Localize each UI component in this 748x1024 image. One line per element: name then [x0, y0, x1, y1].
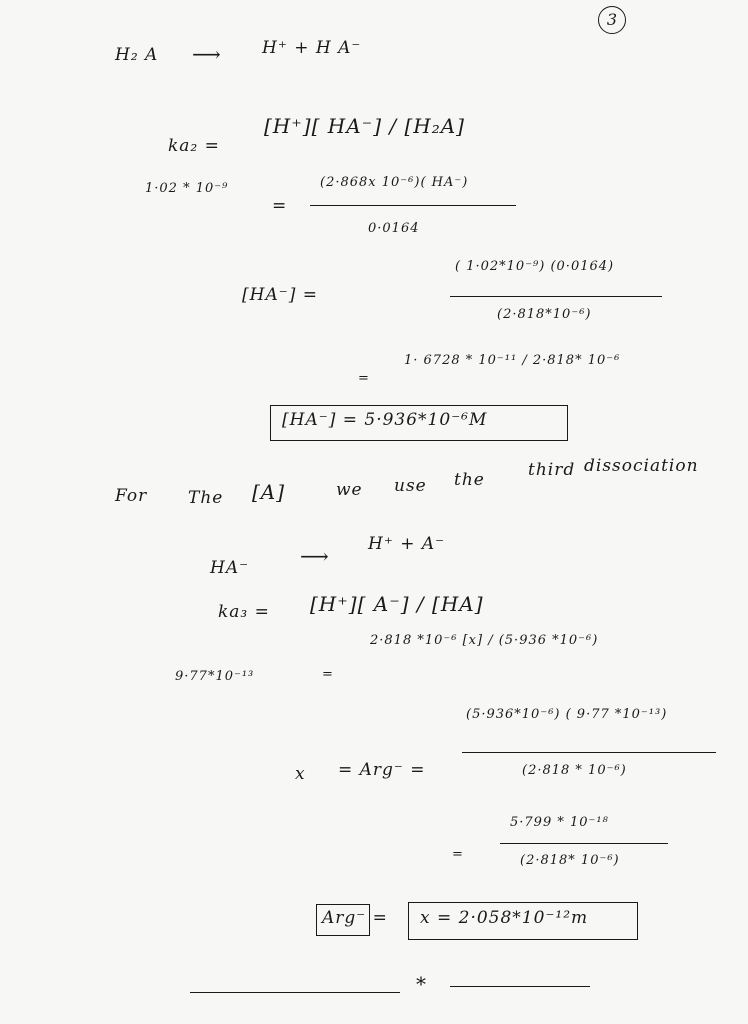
x2-denominator: (2·818* 10⁻⁶): [520, 853, 620, 868]
ka2-value: 1·02 * 10⁻⁹: [145, 181, 229, 196]
x-equals-arg: = Arg⁻ =: [338, 760, 426, 780]
word-dissociation: dissociation: [584, 456, 699, 476]
x2-equals: =: [452, 847, 464, 862]
ha-result: [HA⁻] = 5·936*10⁻⁶M: [282, 410, 488, 430]
word-use: use: [394, 476, 427, 496]
final-result: x = 2·058*10⁻¹²m: [420, 908, 589, 928]
word-third: third: [528, 460, 576, 480]
page-number: 3: [598, 6, 626, 34]
x2-fraction-bar: [500, 843, 668, 844]
x-numerator: (5·936*10⁻⁶) ( 9·77 *10⁻¹³): [466, 707, 668, 722]
final-label: Arg⁻ =: [322, 908, 388, 928]
reaction2-arrow: ⟶: [300, 544, 330, 568]
x-label: x: [295, 764, 306, 784]
ka2-expression: [H⁺][ HA⁻] / [H₂A]: [264, 114, 465, 138]
ha-step: 1· 6728 * 10⁻¹¹ / 2·818* 10⁻⁶: [404, 353, 621, 368]
end-mark: *: [416, 972, 427, 996]
ka3-expression: [H⁺][ A⁻] / [HA]: [310, 592, 484, 616]
reaction1-left: H₂ A: [115, 45, 159, 65]
reaction2-right: H⁺ + A⁻: [368, 534, 446, 554]
x-denominator: (2·818 * 10⁻⁶): [522, 763, 627, 778]
ha-numerator: ( 1·02*10⁻⁹) (0·0164): [455, 259, 615, 274]
word-for: For: [115, 486, 148, 506]
word-the2: the: [454, 470, 485, 490]
end-line-right: [450, 986, 590, 987]
ha-denominator: (2·818*10⁻⁶): [497, 307, 592, 322]
ha-fraction-bar: [450, 296, 662, 297]
ka2-label: ka₂ =: [168, 136, 220, 156]
ka3-label: ka₃ =: [218, 602, 270, 622]
ha-label: [HA⁻] =: [242, 285, 318, 305]
x-fraction-bar: [462, 752, 716, 753]
reaction1-arrow: ⟶: [192, 42, 222, 66]
ka3-equals: =: [322, 667, 334, 682]
ka2-equals: =: [272, 196, 288, 216]
reaction1-right: H⁺ + H A⁻: [262, 38, 362, 58]
ka2-numerator: (2·868x 10⁻⁶)( HA⁻): [320, 175, 469, 190]
word-a: [A]: [252, 480, 286, 504]
ka2-denominator: 0·0164: [368, 221, 420, 236]
ka2-fraction-bar: [310, 205, 516, 206]
word-we: we: [336, 480, 363, 500]
word-the: The: [188, 488, 224, 508]
end-line-left: [190, 992, 400, 993]
ka3-rhs: 2·818 *10⁻⁶ [x] / (5·936 *10⁻⁶): [370, 633, 599, 648]
ha-step-equals: =: [358, 371, 370, 386]
reaction2-left: HA⁻: [210, 558, 250, 578]
x2-numerator: 5·799 * 10⁻¹⁸: [510, 815, 609, 830]
ka3-value: 9·77*10⁻¹³: [175, 669, 255, 684]
